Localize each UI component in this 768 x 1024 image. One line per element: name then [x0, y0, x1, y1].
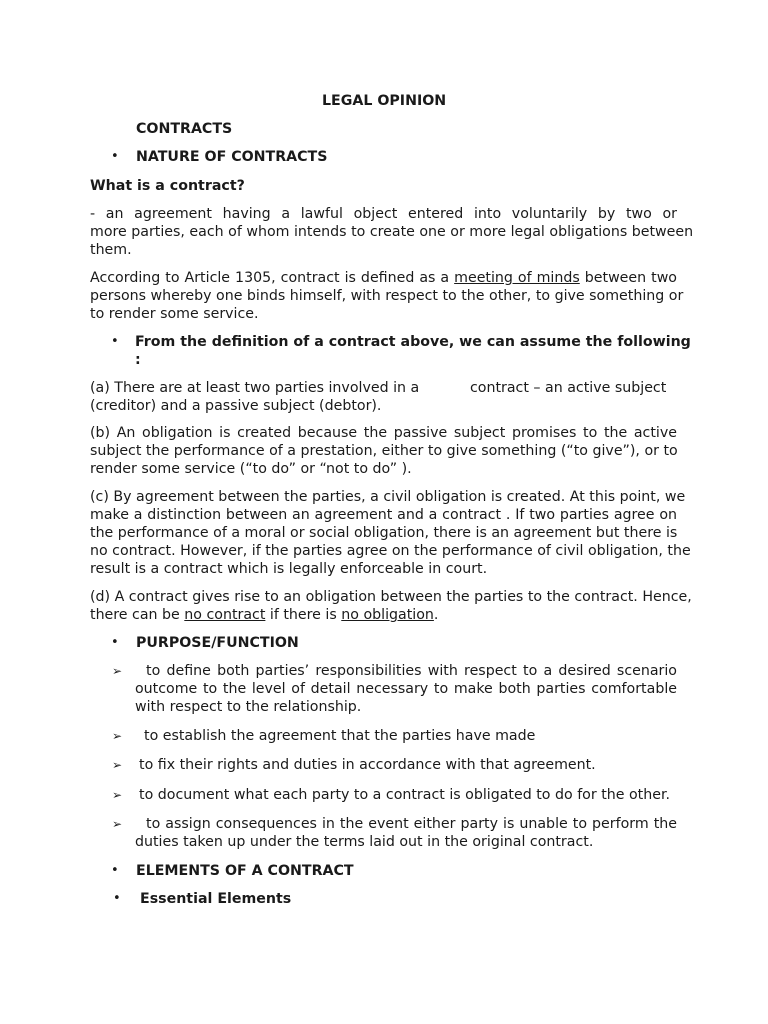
- arrow-bullet-icon: ➢: [112, 817, 123, 831]
- bullet-icon: •: [111, 635, 119, 650]
- item-c-line-5: result is a contract which is legally enforceable in court.: [90, 561, 488, 577]
- purpose-4: to document what each party to a contract is obligated to do for the other.: [139, 787, 671, 803]
- bullet-icon: •: [111, 149, 119, 164]
- no-obligation-text: no obligation: [341, 607, 434, 623]
- bullet-icon: •: [113, 891, 121, 906]
- item-a-line-2: (creditor) and a passive subject (debtor).: [90, 398, 382, 414]
- purpose-1-line-1: to define both parties’ responsibilities with respect to a desired scenario: [146, 663, 677, 679]
- heading-purpose-function: PURPOSE/FUNCTION: [136, 635, 299, 651]
- item-b-line-2: subject the performance of a prestation, either to give something (“to give”), or to: [90, 443, 678, 459]
- assume-heading-line-1: From the definition of a contract above, we can assume the following: [135, 334, 691, 350]
- item-d-text-end: .: [433, 607, 439, 623]
- item-a-line-1-left: (a) There are at least two parties involved in a: [90, 380, 420, 396]
- arrow-bullet-icon: ➢: [112, 788, 123, 802]
- item-d-line-2: [90, 606, 438, 624]
- bullet-icon: •: [111, 334, 119, 349]
- item-a-line-1-right: contract – an active subject: [470, 380, 667, 396]
- heading-nature-of-contracts: NATURE OF CONTRACTS: [136, 149, 328, 165]
- no-contract-text: no contract: [184, 607, 266, 623]
- document-title: LEGAL OPINION: [322, 93, 447, 109]
- item-b-line-1: (b) An obligation is created because the passive subject promises to the active: [90, 425, 677, 441]
- article-text-post: between two: [584, 270, 677, 286]
- purpose-1-line-3: with respect to the relationship.: [135, 699, 362, 715]
- section-heading-contracts: CONTRACTS: [136, 121, 233, 137]
- definition-line-2: more parties, each of whom intends to create one or more legal obligations between: [90, 224, 694, 240]
- heading-elements-of-contract: ELEMENTS OF A CONTRACT: [136, 863, 354, 879]
- item-c-line-3: the performance of a moral or social obligation, there is an agreement but there is: [90, 525, 678, 541]
- purpose-3: to fix their rights and duties in accordance with that agreement.: [139, 757, 596, 773]
- item-c-line-2: make a distinction between an agreement and a contract . If two parties agree on: [90, 507, 677, 523]
- purpose-5-line-2: duties taken up under the terms laid out in the original contract.: [135, 834, 594, 850]
- article-line-3: to render some service.: [90, 306, 259, 322]
- article-text-pre: According to Article 1305, contract is defined as a: [90, 270, 450, 286]
- arrow-bullet-icon: ➢: [112, 664, 123, 678]
- definition-line-1: - an agreement having a lawful object entered into voluntarily by two or: [90, 206, 677, 222]
- item-c-line-4: no contract. However, if the parties agree on the performance of civil obligation, the: [90, 543, 691, 559]
- article-line-1: [90, 269, 677, 287]
- question-what-is-contract: What is a contract?: [90, 178, 245, 194]
- article-line-2: persons whereby one binds himself, with respect to the other, to give something or: [90, 288, 684, 304]
- purpose-5-line-1: to assign consequences in the event either party is unable to perform the: [146, 816, 677, 832]
- purpose-1-line-2: outcome to the level of detail necessary to make both parties comfortable: [135, 681, 677, 697]
- arrow-bullet-icon: ➢: [112, 758, 123, 772]
- purpose-2: to establish the agreement that the parties have made: [144, 728, 536, 744]
- item-d-line-1: (d) A contract gives rise to an obligation between the parties to the contract. Hence,: [90, 589, 692, 605]
- bullet-icon: •: [111, 863, 119, 878]
- item-d-text-pre: there can be: [90, 607, 180, 623]
- item-b-line-3: render some service (“to do” or “not to do” ).: [90, 461, 412, 477]
- meeting-of-minds-text: meeting of minds: [454, 270, 580, 286]
- item-c-line-1: (c) By agreement between the parties, a civil obligation is created. At this point, we: [90, 489, 686, 505]
- heading-essential-elements: Essential Elements: [140, 891, 292, 907]
- definition-line-3: them.: [90, 242, 132, 258]
- arrow-bullet-icon: ➢: [112, 729, 123, 743]
- assume-heading-line-2: :: [135, 352, 141, 368]
- item-d-text-mid: if there is: [269, 607, 337, 623]
